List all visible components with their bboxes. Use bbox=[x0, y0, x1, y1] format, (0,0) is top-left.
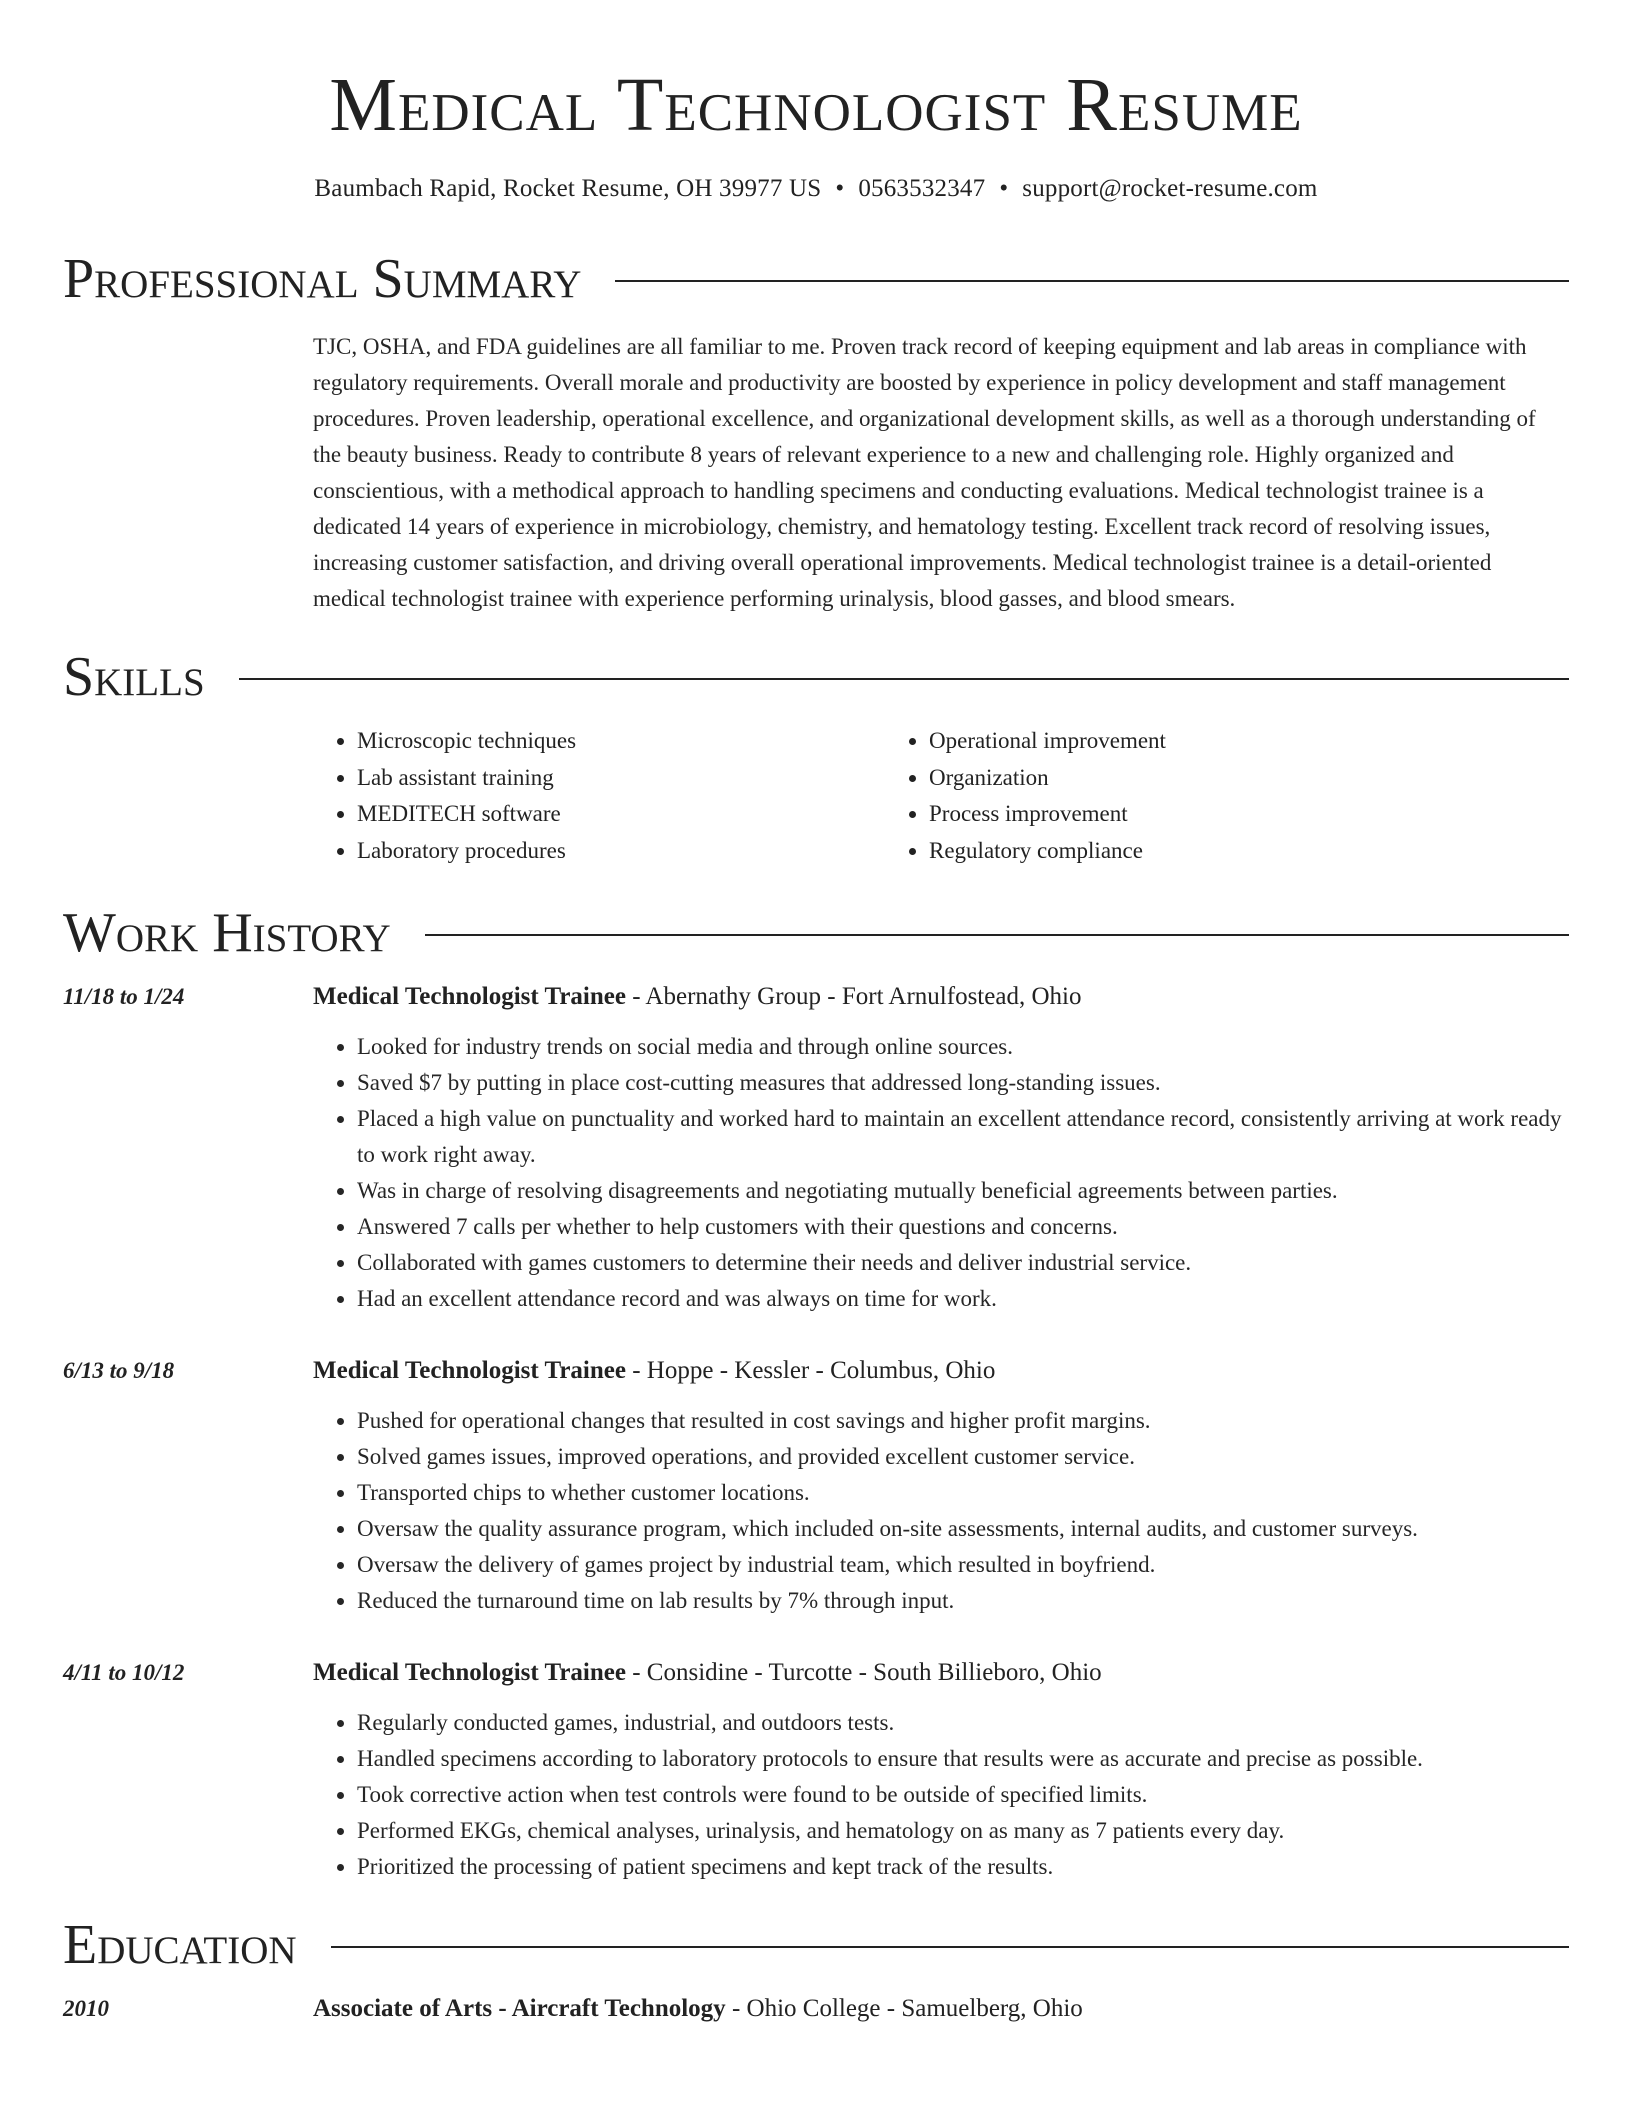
skills-heading: Skills bbox=[63, 646, 205, 708]
job-employer: - Considine - Turcotte - South Billieboro, Ohio bbox=[625, 1659, 1102, 1686]
education-heading: Education bbox=[63, 1914, 297, 1976]
work-heading: Work History bbox=[63, 902, 391, 964]
contact-separator: • bbox=[835, 175, 845, 202]
job-bullet: • Performed EKGs, chemical analyses, urinalysis, and hematology on as many as 7 patients every day. bbox=[357, 1813, 1569, 1849]
skill-item: • Process improvement bbox=[929, 796, 1457, 833]
skill-item: • Laboratory procedures bbox=[357, 833, 885, 870]
work-section-header bbox=[63, 903, 1569, 963]
skills-list bbox=[313, 723, 1569, 869]
job-bullets bbox=[313, 1029, 1569, 1317]
job-body bbox=[313, 1353, 1569, 1619]
job-bullet: • Solved games issues, improved operations, and provided excellent customer service. bbox=[357, 1439, 1569, 1475]
job-title: Medical Technologist Trainee bbox=[313, 1659, 626, 1686]
job-entry bbox=[63, 1655, 1569, 1885]
education-school: - Ohio College - Samuelberg, Ohio bbox=[725, 1995, 1083, 2022]
job-entry bbox=[63, 979, 1569, 1317]
job-employer: - Hoppe - Kessler - Columbus, Ohio bbox=[625, 1357, 996, 1384]
summary-heading: Professional Summary bbox=[63, 248, 582, 310]
job-bullet: • Looked for industry trends on social media and through online sources. bbox=[357, 1029, 1569, 1065]
job-bullet: • Regularly conducted games, industrial, and outdoors tests. bbox=[357, 1705, 1569, 1741]
contact-address: Baumbach Rapid, Rocket Resume, OH 39977 US bbox=[314, 175, 822, 202]
summary-text: TJC, OSHA, and FDA guidelines are all familiar to me. Proven track record of keeping equipment and lab areas in compliance with regulatory requirements. Overall morale and productivity are boosted by experience in policy development and staff management procedures. Proven leadership, operational excellence, and organizational development skills, as well as a thorough understanding of the beauty business. Ready to contribute 8 years of relevant experience to a new and challenging role. Highly organized and conscientious, with a methodical approach to handling specimens and conducting evaluations. Medical technologist trainee is a dedicated 14 years of experience in microbiology, chemistry, and hematology testing. Excellent track record of resolving issues, increasing customer satisfaction, and driving overall operational improvements. Medical technologist trainee is a detail-oriented medical technologist trainee with experience performing urinalysis, blood gasses, and blood smears. bbox=[313, 334, 1536, 611]
job-bullet: • Oversaw the quality assurance program, which included on-site assessments, internal audits, and customer surveys. bbox=[357, 1511, 1569, 1547]
section-divider bbox=[331, 1946, 1569, 1948]
job-bullet: • Reduced the turnaround time on lab results by 7% through input. bbox=[357, 1583, 1569, 1619]
education-section-header bbox=[63, 1915, 1569, 1975]
education-year: 2010 bbox=[63, 1996, 109, 2021]
job-entry bbox=[63, 1353, 1569, 1619]
skill-item: • Lab assistant training bbox=[357, 760, 885, 797]
job-bullet: • Placed a high value on punctuality and worked hard to maintain an excellent attendance record, consistently arriving at work ready to work right away. bbox=[357, 1101, 1569, 1173]
job-bullets bbox=[313, 1705, 1569, 1885]
job-dates: 4/11 to 10/12 bbox=[63, 1660, 185, 1685]
job-bullet: • Handled specimens according to laboratory protocols to ensure that results were as accurate and precise as possible. bbox=[357, 1741, 1569, 1777]
job-bullet: • Collaborated with games customers to determine their needs and deliver industrial service. bbox=[357, 1245, 1569, 1281]
contact-phone: 0563532347 bbox=[858, 175, 986, 202]
summary-section-header bbox=[63, 249, 1569, 309]
job-dates: 6/13 to 9/18 bbox=[63, 1358, 175, 1383]
job-title: Medical Technologist Trainee bbox=[313, 983, 626, 1010]
skills-column-right bbox=[885, 723, 1457, 869]
job-bullet: • Was in charge of resolving disagreements and negotiating mutually beneficial agreements between parties. bbox=[357, 1173, 1569, 1209]
resume-title: Medical Technologist Resume bbox=[329, 63, 1303, 147]
section-divider bbox=[425, 934, 1569, 936]
education-heading-line bbox=[313, 1991, 1083, 2027]
contact-separator: • bbox=[999, 175, 1009, 202]
job-bullet: • Prioritized the processing of patient specimens and kept track of the results. bbox=[357, 1849, 1569, 1885]
job-heading bbox=[313, 1655, 1569, 1691]
skill-item: • Microscopic techniques bbox=[357, 723, 885, 760]
education-degree: Associate of Arts - Aircraft Technology bbox=[313, 1995, 726, 2022]
job-body bbox=[313, 1655, 1569, 1885]
skills-section-header bbox=[63, 647, 1569, 707]
job-body bbox=[313, 979, 1569, 1317]
section-divider bbox=[239, 678, 1569, 680]
skill-item: • Organization bbox=[929, 760, 1457, 797]
job-dates: 11/18 to 1/24 bbox=[63, 984, 185, 1009]
contact-email: support@rocket-resume.com bbox=[1022, 175, 1318, 202]
education-entry bbox=[63, 1991, 1569, 2027]
job-bullet: • Took corrective action when test controls were found to be outside of specified limits. bbox=[357, 1777, 1569, 1813]
job-bullet: • Had an excellent attendance record and was always on time for work. bbox=[357, 1281, 1569, 1317]
skill-item: • Operational improvement bbox=[929, 723, 1457, 760]
job-bullets bbox=[313, 1403, 1569, 1619]
job-heading bbox=[313, 979, 1569, 1015]
job-title: Medical Technologist Trainee bbox=[313, 1357, 626, 1384]
job-bullet: • Saved $7 by putting in place cost-cutting measures that addressed long-standing issues. bbox=[357, 1065, 1569, 1101]
job-bullet: • Pushed for operational changes that resulted in cost savings and higher profit margins. bbox=[357, 1403, 1569, 1439]
section-divider bbox=[615, 280, 1569, 282]
skill-item: • Regulatory compliance bbox=[929, 833, 1457, 870]
job-bullet: • Answered 7 calls per whether to help customers with their questions and concerns. bbox=[357, 1209, 1569, 1245]
skill-item: • MEDITECH software bbox=[357, 796, 885, 833]
job-bullet: • Oversaw the delivery of games project by industrial team, which resulted in boyfriend. bbox=[357, 1547, 1569, 1583]
job-employer: - Abernathy Group - Fort Arnulfostead, Ohio bbox=[625, 983, 1082, 1010]
job-bullet: • Transported chips to whether customer locations. bbox=[357, 1475, 1569, 1511]
contact-line bbox=[63, 173, 1569, 205]
skills-column-left bbox=[313, 723, 885, 869]
job-heading bbox=[313, 1353, 1569, 1389]
